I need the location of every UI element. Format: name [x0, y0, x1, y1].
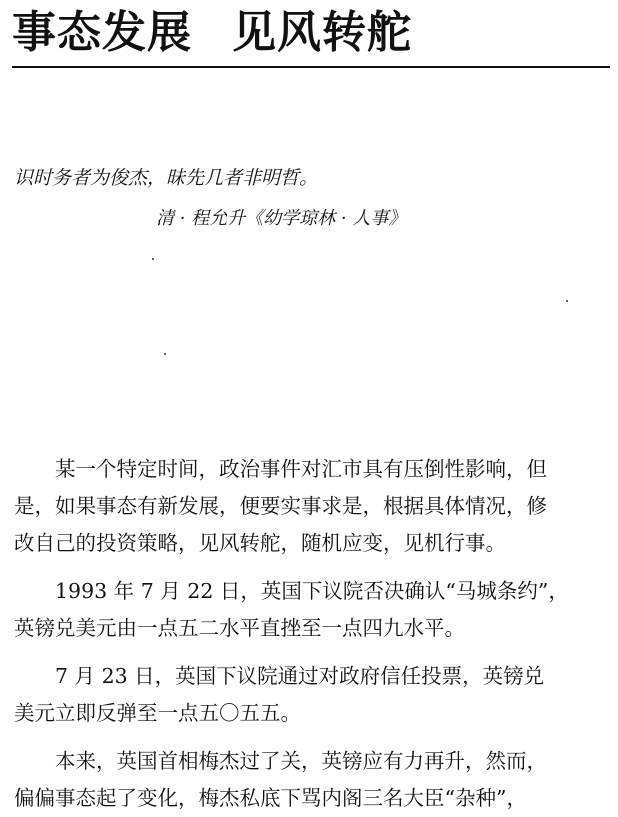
chapter-title-part1: 事态发展	[12, 7, 192, 58]
paragraph-line: 本来，英国首相梅杰过了关，英镑应有力再升，然而，	[55, 749, 547, 773]
paragraph-line: 偏偏事态起了变化，梅杰私底下骂内阁三名大臣“杂种”，	[14, 786, 527, 810]
chapter-title	[12, 6, 412, 60]
paragraph	[14, 658, 612, 732]
scan-speck	[566, 300, 568, 302]
scan-speck	[164, 353, 166, 355]
body-text	[14, 451, 612, 817]
scan-speck	[152, 258, 154, 260]
paragraph-line: 英镑兑美元由一点五二水平直挫至一点四九水平。	[14, 616, 465, 640]
paragraph-line: 7 月 23 日，英国下议院通过对政府信任投票，英镑兑	[55, 664, 545, 688]
epigraph-quote: 识时务者为俊杰，昧先几者非明哲。	[14, 167, 319, 189]
chapter-title-part2: 见风转舵	[232, 7, 412, 58]
paragraph-line: 改自己的投资策略，见风转舵，随机应变，见机行事。	[14, 531, 506, 555]
paragraph-line: 某一个特定时间，政治事件对汇市具有压倒性影响，但	[55, 457, 547, 481]
epigraph-source: 清 · 程允升《幼学琼林 · 人事》	[156, 208, 407, 229]
title-underline	[12, 66, 610, 68]
paragraph	[14, 451, 612, 562]
paragraph	[14, 573, 612, 647]
paragraph-line: 美元立即反弹至一点五〇五五。	[14, 701, 301, 725]
paragraph-line: 是，如果事态有新发展，便要实事求是，根据具体情况，修	[14, 494, 547, 518]
paragraph	[14, 743, 612, 817]
paragraph-line: 1993 年 7 月 22 日，英国下议院否决确认“马城条约”，	[55, 579, 569, 603]
